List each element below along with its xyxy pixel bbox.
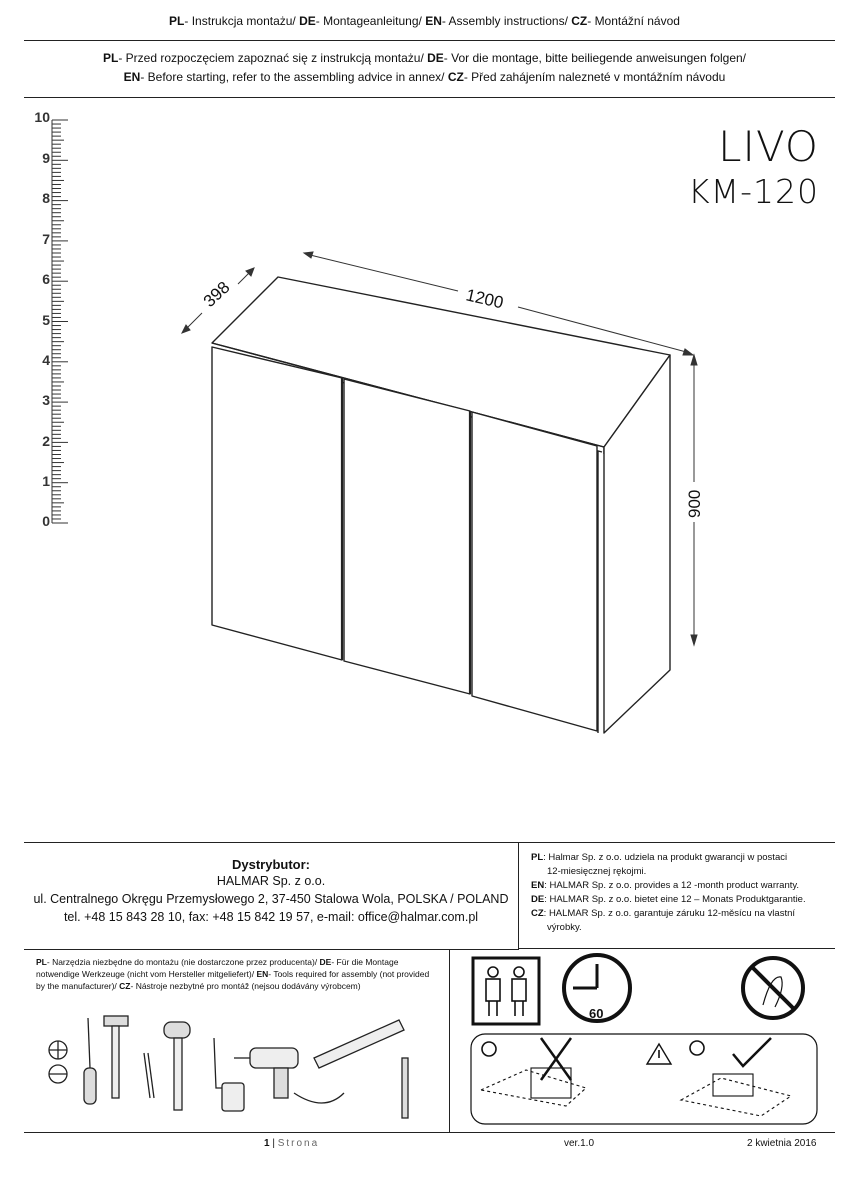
two-people-icon (473, 958, 539, 1024)
page-footer-divider (24, 1132, 835, 1133)
tools-illustration (24, 998, 450, 1138)
ruler-label: 1 (42, 473, 50, 489)
distributor-contact: tel. +48 15 843 28 10, fax: +48 15 842 19 57, e-mail: office@halmar.com.pl (63, 910, 479, 924)
warranty-box: PL: Halmar Sp. z o.o. udziela na produkt gwarancji w postaci 12-miesięcznej rękojmi. EN: HALMAR Sp. z o.o. provides a 12 -month product warranty. DE: HALMAR Sp. z o.o. bietet eine 12 – Monats Produktgarantie. CZ: HALMAR Sp. z o.o. garantuje záruku 12-měsícu na vlastní výrobky. (519, 843, 835, 949)
depth-dimension: 398 (199, 277, 234, 311)
flat-screwdriver-icon (49, 1065, 67, 1083)
sad-face-icon (482, 1042, 496, 1056)
tape-measure-icon (222, 1083, 244, 1111)
page-number: 1 | Strona (264, 1138, 320, 1149)
icons-box (451, 950, 835, 1133)
date: 2 kwietnia 2016 (747, 1138, 817, 1149)
ruler-ticks (52, 120, 68, 523)
allen-key-icon (214, 1038, 222, 1088)
level-icon (314, 1020, 404, 1068)
model-name: LIVO (718, 122, 819, 171)
mallet-icon (164, 1022, 190, 1110)
model-code: KM-120 (687, 172, 819, 211)
no-children-icon (743, 958, 803, 1018)
ruler-label: 9 (42, 150, 50, 166)
ruler-label: 0 (42, 513, 50, 529)
ruler-label: 5 (42, 312, 50, 328)
version: ver.1.0 (564, 1138, 595, 1149)
ruler-label: 7 (42, 231, 50, 247)
timer-minutes: 60 (589, 1006, 604, 1021)
height-dimension: 900 (685, 489, 704, 518)
distributor-address: ul. Centralnego Okręgu Przemysłowego 2, 37-450 Stalowa Wola, POLSKA / POLAND (33, 892, 509, 906)
header-advice: PL- Przed rozpoczęciem zapoznać się z instrukcją montażu/ DE- Vor die montage, bitte beiliegende anweisungen folgen/ EN- Before starting, refer to the assembling advice in annex/ CZ- Před zahájením nalezneté v montážním návodu (102, 51, 747, 84)
footer-panel (24, 842, 835, 1133)
width-dimension: 1200 (464, 285, 506, 313)
warning-icon (647, 1044, 671, 1064)
happy-face-icon (690, 1041, 704, 1055)
distributor-company: HALMAR Sp. z o.o. (216, 874, 326, 888)
distributor-box (24, 843, 519, 950)
ruler-label: 3 (42, 392, 50, 408)
drill-bit-icon (402, 1058, 408, 1118)
tools-box (24, 950, 450, 1133)
tools-text: PL- Narzędzia niezbędne do montażu (nie dostarczone przez producenta)/ DE- Für die Montage notwendige Werkzeuge (nicht vom Hersteller mitgeliefert)/ EN- Tools required for assembly (not provided by the manufacturer)/ CZ- Nástroje nezbytné pro montáž (nejsou dodávány výrobcem) (36, 957, 430, 991)
ruler-label: 10 (34, 109, 50, 125)
ruler-label: 8 (42, 190, 50, 206)
screwdriver-icon (84, 1018, 96, 1104)
correct-assembly-icon (681, 1038, 791, 1116)
ruler-label: 4 (42, 352, 50, 368)
assembly-icons (451, 950, 835, 1133)
distributor-title: Dystrybutor: (231, 857, 310, 872)
ruler-label: 6 (42, 271, 50, 287)
header-title: PL- Instrukcja montażu/ DE- Montageanleitung/ EN- Assembly instructions/ CZ- Montážní návod (169, 14, 680, 28)
hammer-icon (104, 1016, 128, 1098)
ruler-label: 2 (42, 433, 50, 449)
pencil-icon (144, 1053, 154, 1098)
phillips-screwdriver-icon (49, 1041, 67, 1059)
